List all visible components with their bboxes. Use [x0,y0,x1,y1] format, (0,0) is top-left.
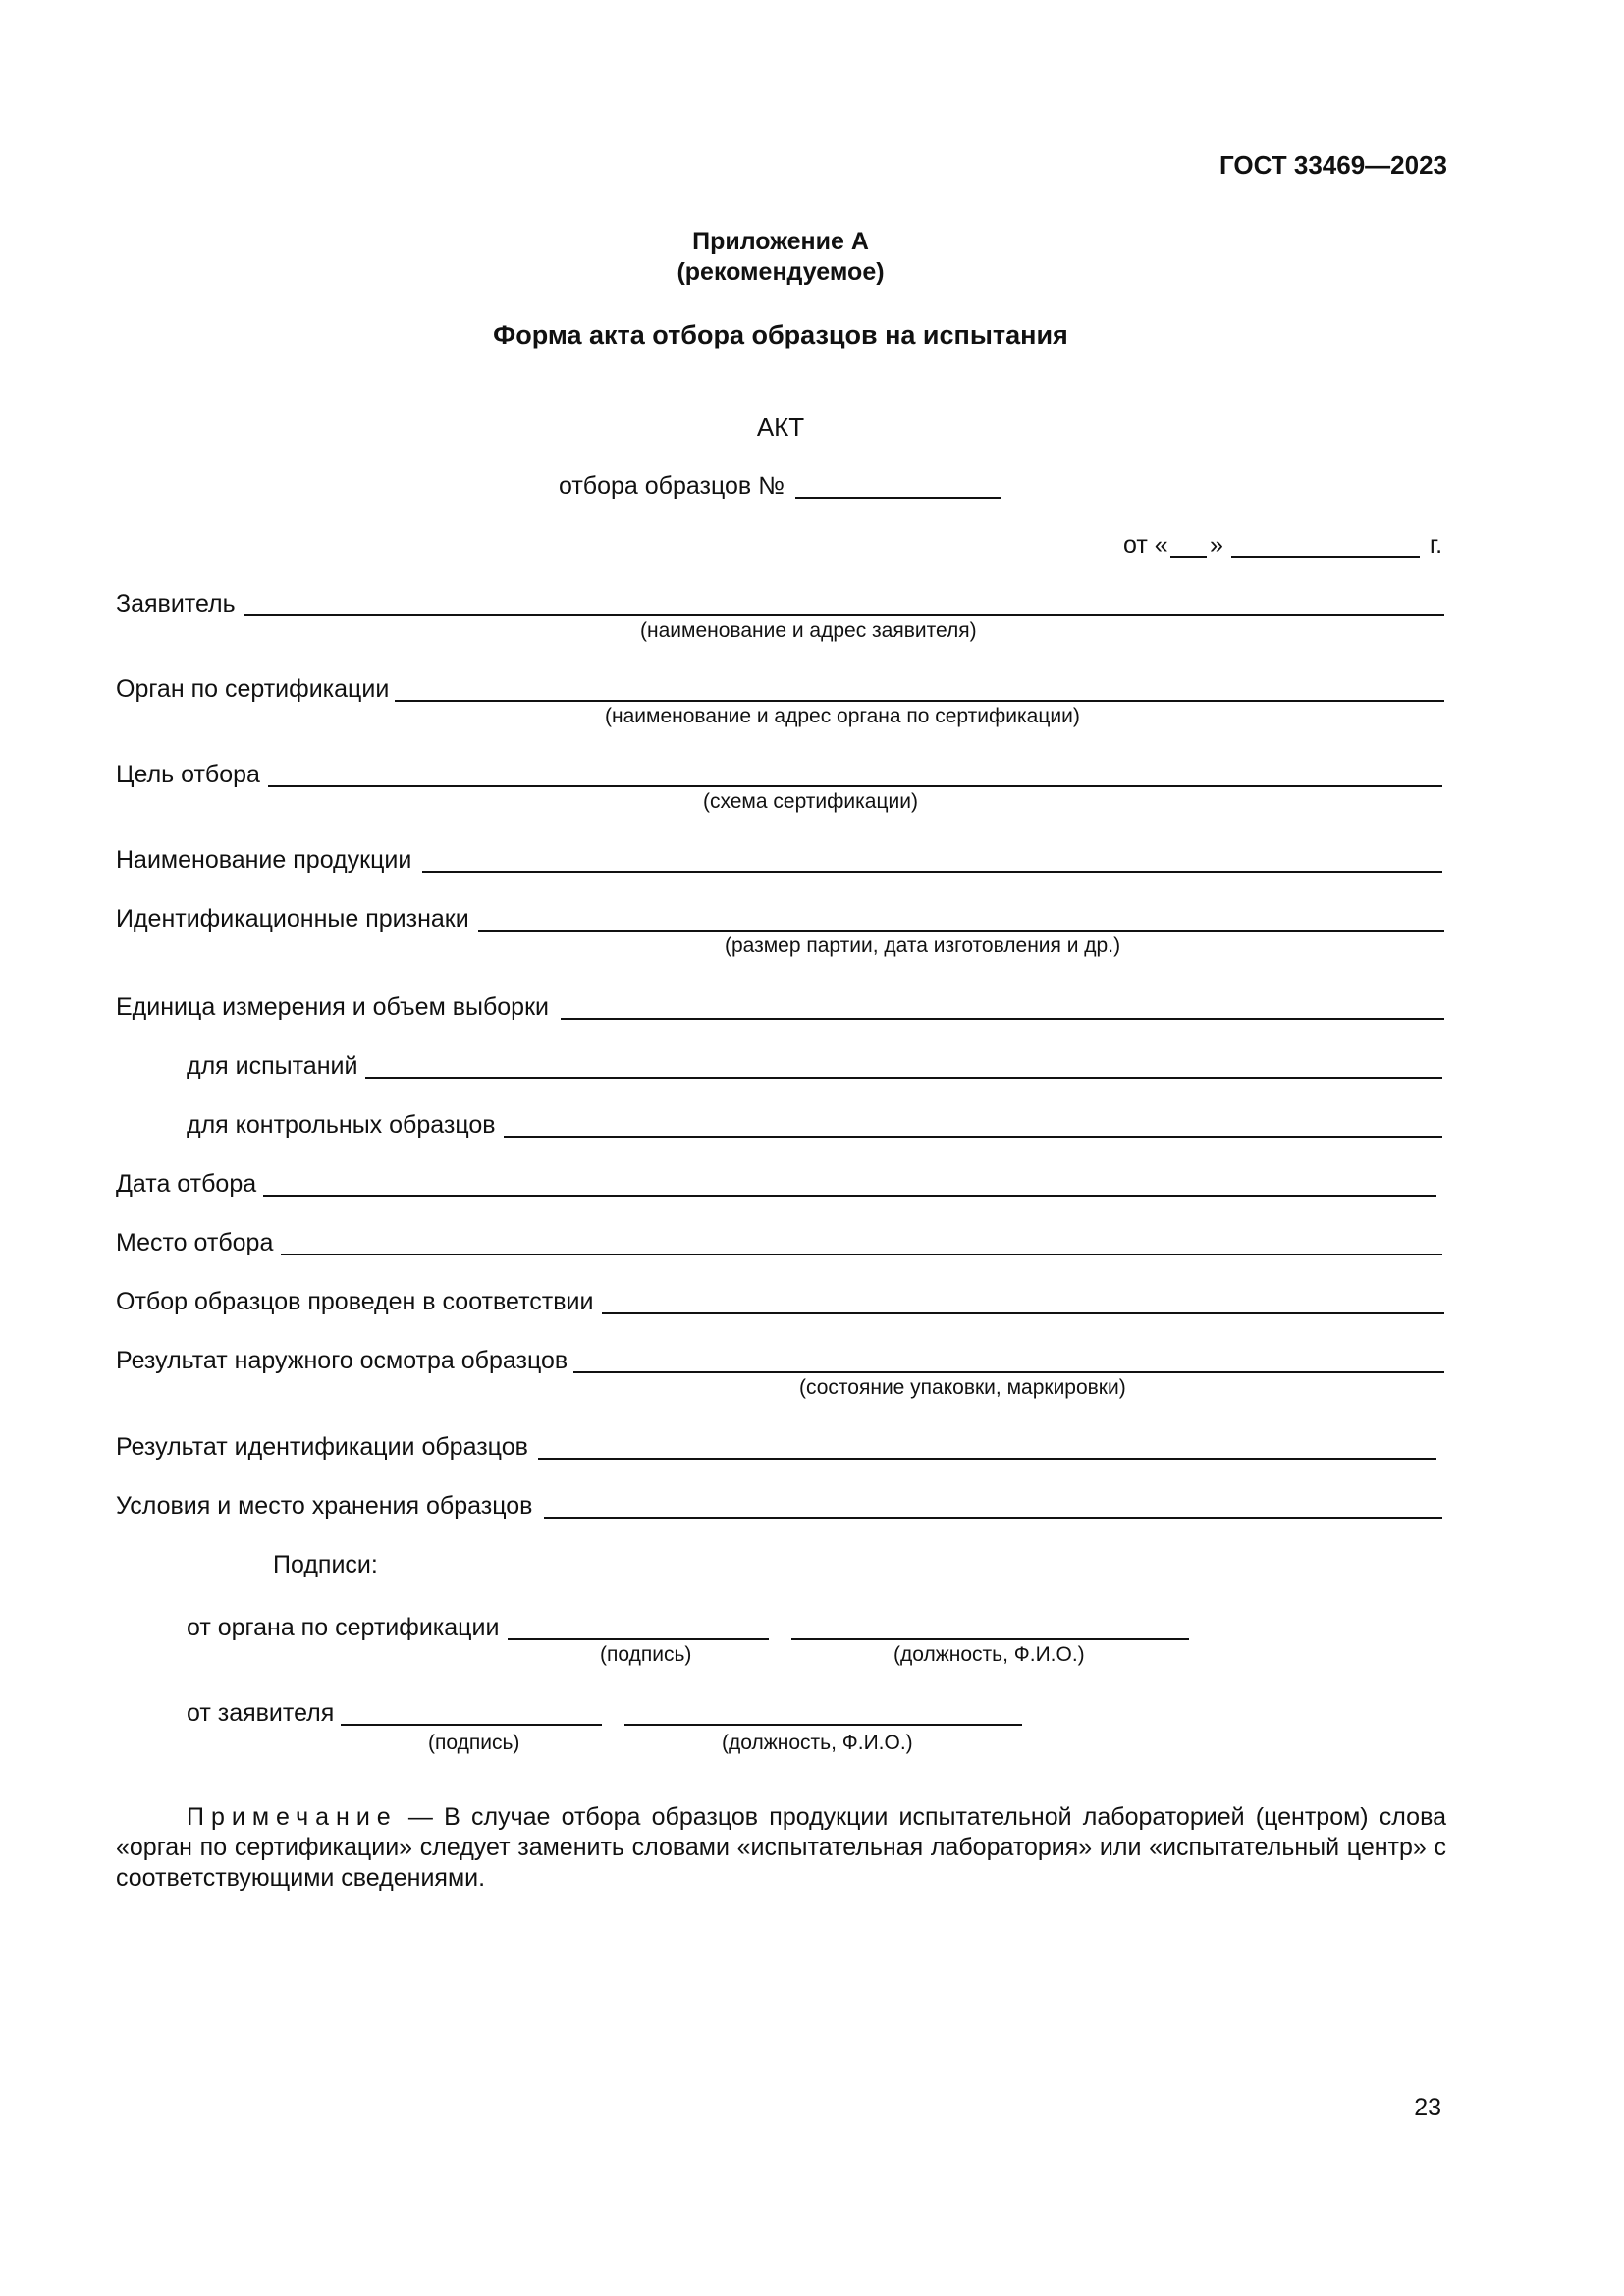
sign-cert-body-signature-line[interactable] [508,1638,769,1640]
appendix-title: Приложение А [692,228,869,255]
for-tests-line[interactable] [365,1077,1442,1079]
for-control-line[interactable] [504,1136,1442,1138]
external-result-hint: (состояние упаковки, маркировки) [799,1376,1126,1399]
unit-volume-line[interactable] [561,1018,1444,1020]
sampling-date-label: Дата отбора [116,1170,257,1198]
sign-applicant-signature-line[interactable] [341,1724,602,1726]
act-month-line[interactable] [1231,556,1420,558]
sign-applicant-signature-hint: (подпись) [428,1732,520,1754]
note-lead: Примечание [187,1803,398,1831]
storage-label: Условия и место хранения образцов [116,1492,533,1520]
form-title: Форма акта отбора образцов на испытания [493,320,1068,349]
sign-cert-body-signature-hint: (подпись) [600,1643,692,1666]
identification-line[interactable] [478,930,1444,932]
sign-cert-body-position-line[interactable] [791,1638,1189,1640]
applicant-line[interactable] [244,614,1444,616]
signatures-title: Подписи: [273,1551,378,1578]
page-number: 23 [1414,2094,1441,2121]
act-date-prefix: от « [1123,531,1168,559]
unit-volume-label: Единица измерения и объем выборки [116,993,549,1021]
note [116,1802,1446,1894]
identification-hint: (размер партии, дата изготовления и др.) [725,934,1121,957]
cert-body-hint: (наименование и адрес органа по сертификации) [605,705,1080,727]
purpose-line[interactable] [268,785,1442,787]
act-number-label: отбора образцов № [559,472,785,500]
appendix-status: (рекомендуемое) [677,258,885,286]
sampling-conformity-label: Отбор образцов проведен в соответствии [116,1288,594,1315]
note-text: — В случае отбора образцов продукции испытательной лабораторией (центром) слова «орган по сертификации» следует заменить словами «испытательная лаборатория» или «испытательный центр» с соответствующими сведениями. [116,1803,1446,1892]
sign-cert-body-label: от органа по сертификации [187,1614,500,1641]
sampling-place-label: Место отбора [116,1229,274,1256]
act-date-mid: » [1210,531,1223,559]
act-day-line[interactable] [1170,556,1207,558]
for-tests-label: для испытаний [187,1052,358,1080]
sign-cert-body-position-hint: (должность, Ф.И.О.) [893,1643,1085,1666]
purpose-hint: (схема сертификации) [703,790,918,813]
identification-result-line[interactable] [538,1458,1436,1460]
storage-line[interactable] [544,1517,1442,1519]
identification-result-label: Результат идентификации образцов [116,1433,528,1461]
applicant-hint: (наименование и адрес заявителя) [640,619,977,642]
external-result-line[interactable] [573,1371,1444,1373]
cert-body-label: Орган по сертификации [116,675,390,703]
cert-body-line[interactable] [395,700,1444,702]
external-result-label: Результат наружного осмотра образцов [116,1347,568,1374]
product-name-label: Наименование продукции [116,846,412,874]
for-control-label: для контрольных образцов [187,1111,496,1139]
identification-label: Идентификационные признаки [116,905,469,933]
act-date-suffix: г. [1430,531,1443,559]
product-name-line[interactable] [422,871,1442,873]
sampling-date-line[interactable] [263,1195,1436,1197]
standard-code: ГОСТ 33469—2023 [1219,150,1447,180]
sampling-conformity-line[interactable] [602,1312,1444,1314]
act-heading: АКТ [756,412,805,442]
purpose-label: Цель отбора [116,761,260,788]
sign-applicant-position-hint: (должность, Ф.И.О.) [722,1732,913,1754]
sampling-place-line[interactable] [281,1254,1442,1255]
sign-applicant-label: от заявителя [187,1699,335,1727]
act-number-line[interactable] [795,497,1001,499]
sign-applicant-position-line[interactable] [624,1724,1022,1726]
applicant-label: Заявитель [116,590,236,617]
